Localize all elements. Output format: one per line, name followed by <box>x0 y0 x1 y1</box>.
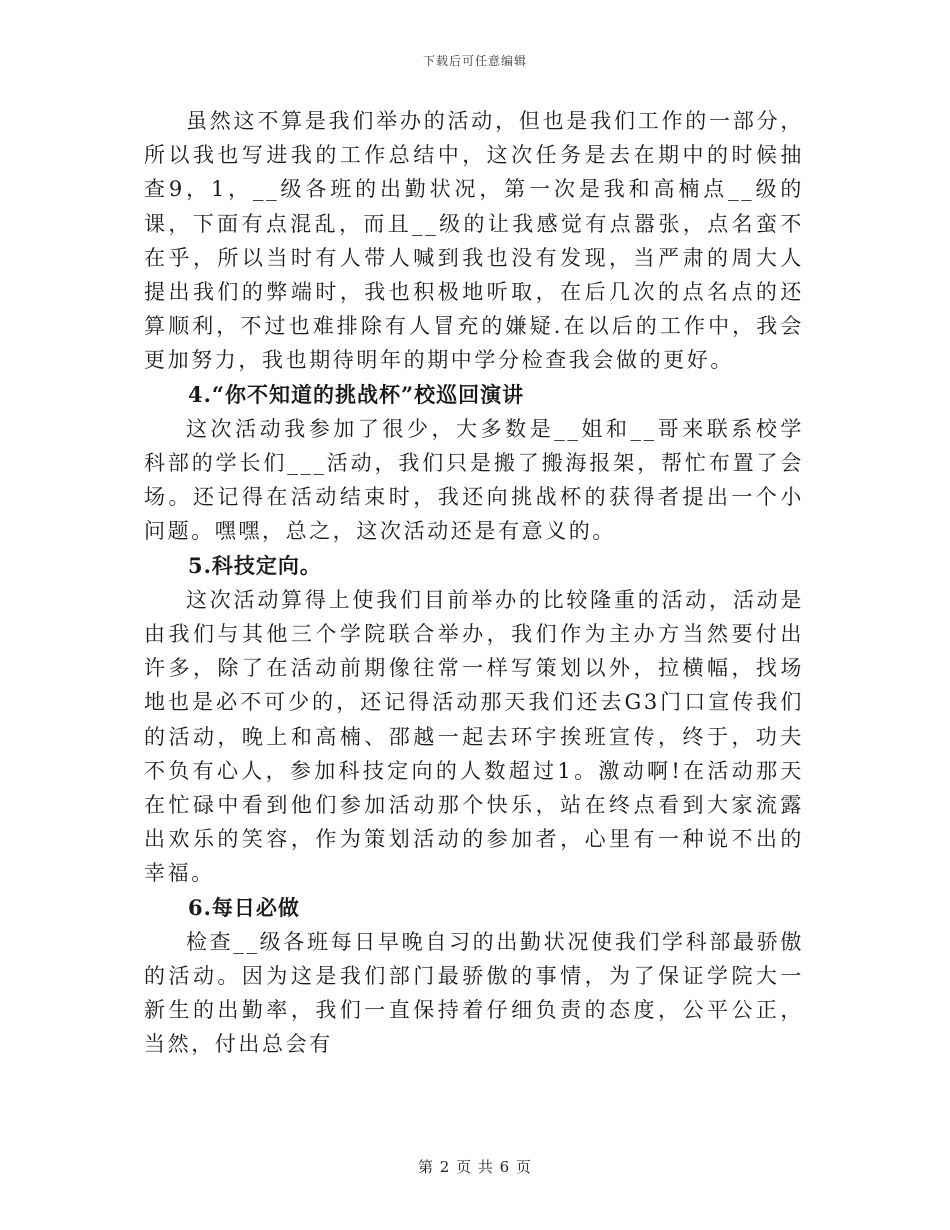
paragraph-attendance-check: 虽然这不算是我们举办的活动，但也是我们工作的一部分，所以我也写进我的工作总结中，这次任务是去在期中的时候抽查9，1，__级各班的出勤状况，第一次是我和高楠点__级的课，下面有点混乱，而且__级的让我感觉有点嚣张，点名蛮不在乎，所以当时有人带人喊到我也没有发现，当严肃的周大人提出我们的弊端时，我也积极地听取，在后几次的点名点的还算顺利，不过也难排除有人冒充的嫌疑.在以后的工作中，我会更加努力，我也期待明年的期中学分检查我会做的更好。 <box>144 109 804 373</box>
page-header: 下载后可任意编辑 <box>422 54 527 68</box>
section-heading-tech-orienteering: 5.科技定向。 <box>188 552 322 578</box>
paragraph-challenge-cup: 这次活动我参加了很少，大多数是__姐和__哥来联系校学科部的学长们___活动，我们只是搬了搬海报架，帮忙布置了会场。还记得在活动结束时，我还向挑战杯的获得者提出一个小问题。嘿嘿，总之，这次活动还是有意义的。 <box>144 416 804 544</box>
paragraph-daily-duty: 检查__级各班每日早晚自习的出勤状况使我们学科部最骄傲的活动。因为这是我们部门最骄傲的事情，为了保证学院大一新生的出勤率，我们一直保持着仔细负责的态度，公平公正，当然，付出总会有 <box>144 929 804 1057</box>
document-body <box>144 104 804 1062</box>
section-heading-daily-duty: 6.每日必做 <box>188 894 300 920</box>
section-heading-challenge-cup: 4.“你不知道的挑战杯”校巡回演讲 <box>188 381 525 407</box>
paragraph-tech-orienteering: 这次活动算得上使我们目前举办的比较隆重的活动，活动是由我们与其他三个学院联合举办，我们作为主办方当然要付出许多，除了在活动前期像往常一样写策划以外，拉横幅，找场地也是必不可少的，还记得活动那天我们还去G3门口宣传我们的活动，晚上和高楠、邵越一起去环宇挨班宣传，终于，功夫不负有心人，参加科技定向的人数超过1。激动啊!在活动那天在忙碌中看到他们参加活动那个快乐，站在终点看到大家流露出欢乐的笑容，作为策划活动的参加者，心里有一种说不出的幸福。 <box>144 587 804 886</box>
page-number-footer: 第 2 页 共 6 页 <box>418 1158 532 1176</box>
